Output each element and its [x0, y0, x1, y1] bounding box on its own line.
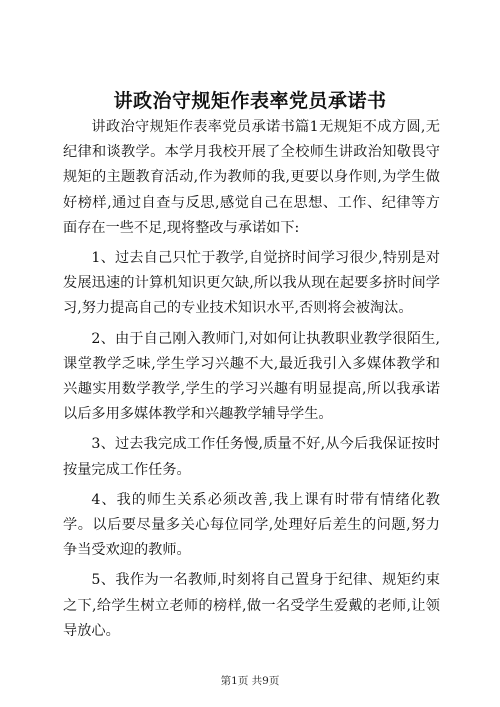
document-title: 讲政治守规矩作表率党员承诺书	[113, 90, 387, 112]
commitment-item-1: 1、过去自己只忙于教学,自觉挤时间学习很少,特别是对发展迅速的计算机知识更欠缺,所以我从现在起要多挤时间学习,努力提高自己的专业技术知识水平,否则将会被淘汰。	[63, 250, 440, 317]
document-body	[63, 115, 440, 644]
page-number-footer: 第1页 共9页	[220, 675, 280, 687]
commitment-item-2: 2、由于自己刚入教师门,对如何让执教职业教学很陌生,课堂教学乏味,学生学习兴趣不大,最近我引入多媒体教学和兴趣实用数学教学,学生的学习兴趣有明显提高,所以我承诺以后多用多媒体教学和兴趣教学辅导学生。	[63, 330, 440, 423]
intro-paragraph: 讲政治守规矩作表率党员承诺书篇1无规矩不成方圆,无纪律和谈教学。本学月我校开展了全校师生讲政治知敬畏守规矩的主题教育活动,作为教师的我,更要以身作则,为学生做好榜样,通过自查与反思,感觉自己在思想、工作、纪律等方面存在一些不足,现将整改与承诺如下:	[63, 119, 440, 236]
commitment-item-3: 3、过去我完成工作任务慢,质量不好,从今后我保证按时按量完成工作任务。	[63, 436, 440, 478]
commitment-item-4: 4、我的师生关系必须改善,我上课有时带有情绪化教学。以后要尽量多关心每位同学,处理好后差生的问题,努力争当受欢迎的教师。	[63, 491, 440, 559]
commitment-item-5: 5、我作为一名教师,时刻将自己置身于纪律、规矩约束之下,给学生树立老师的榜样,做一名受学生爱戴的老师,让领导放心。	[63, 572, 440, 639]
